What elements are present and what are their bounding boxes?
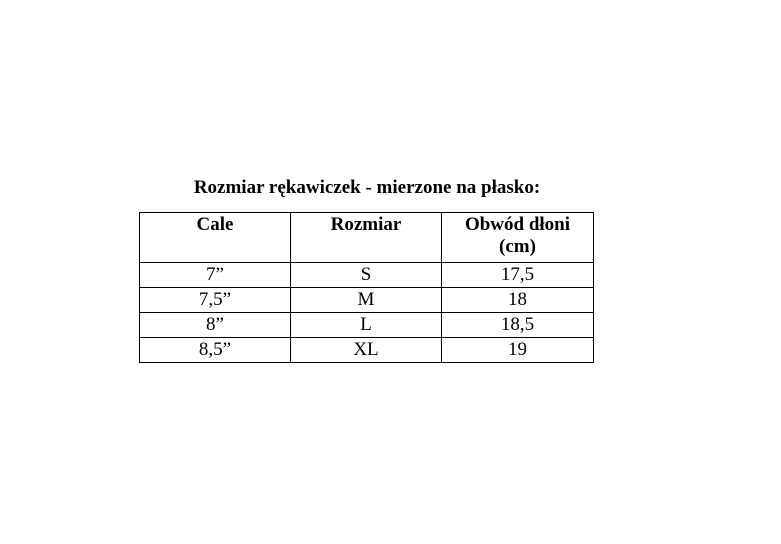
cell-inches: 8” [140,313,291,338]
cell-size: XL [291,338,442,363]
header-inches: Cale [140,213,291,263]
cell-size: S [291,263,442,288]
cell-circumference: 18 [442,288,594,313]
document-title: Rozmiar rękawiczek - mierzone na płasko: [193,177,541,198]
header-size: Rozmiar [291,213,442,263]
cell-inches: 7” [140,263,291,288]
glove-size-table [139,212,594,363]
cell-inches: 8,5” [140,338,291,363]
table-row [140,263,594,288]
cell-circumference: 19 [442,338,594,363]
table-row [140,313,594,338]
cell-inches: 7,5” [140,288,291,313]
cell-size: M [291,288,442,313]
cell-circumference: 17,5 [442,263,594,288]
table-row [140,288,594,313]
cell-circumference: 18,5 [442,313,594,338]
header-hand-circumference: Obwód dłoni (cm) [442,213,594,263]
table-row [140,338,594,363]
table-header-row [140,213,594,263]
cell-size: L [291,313,442,338]
